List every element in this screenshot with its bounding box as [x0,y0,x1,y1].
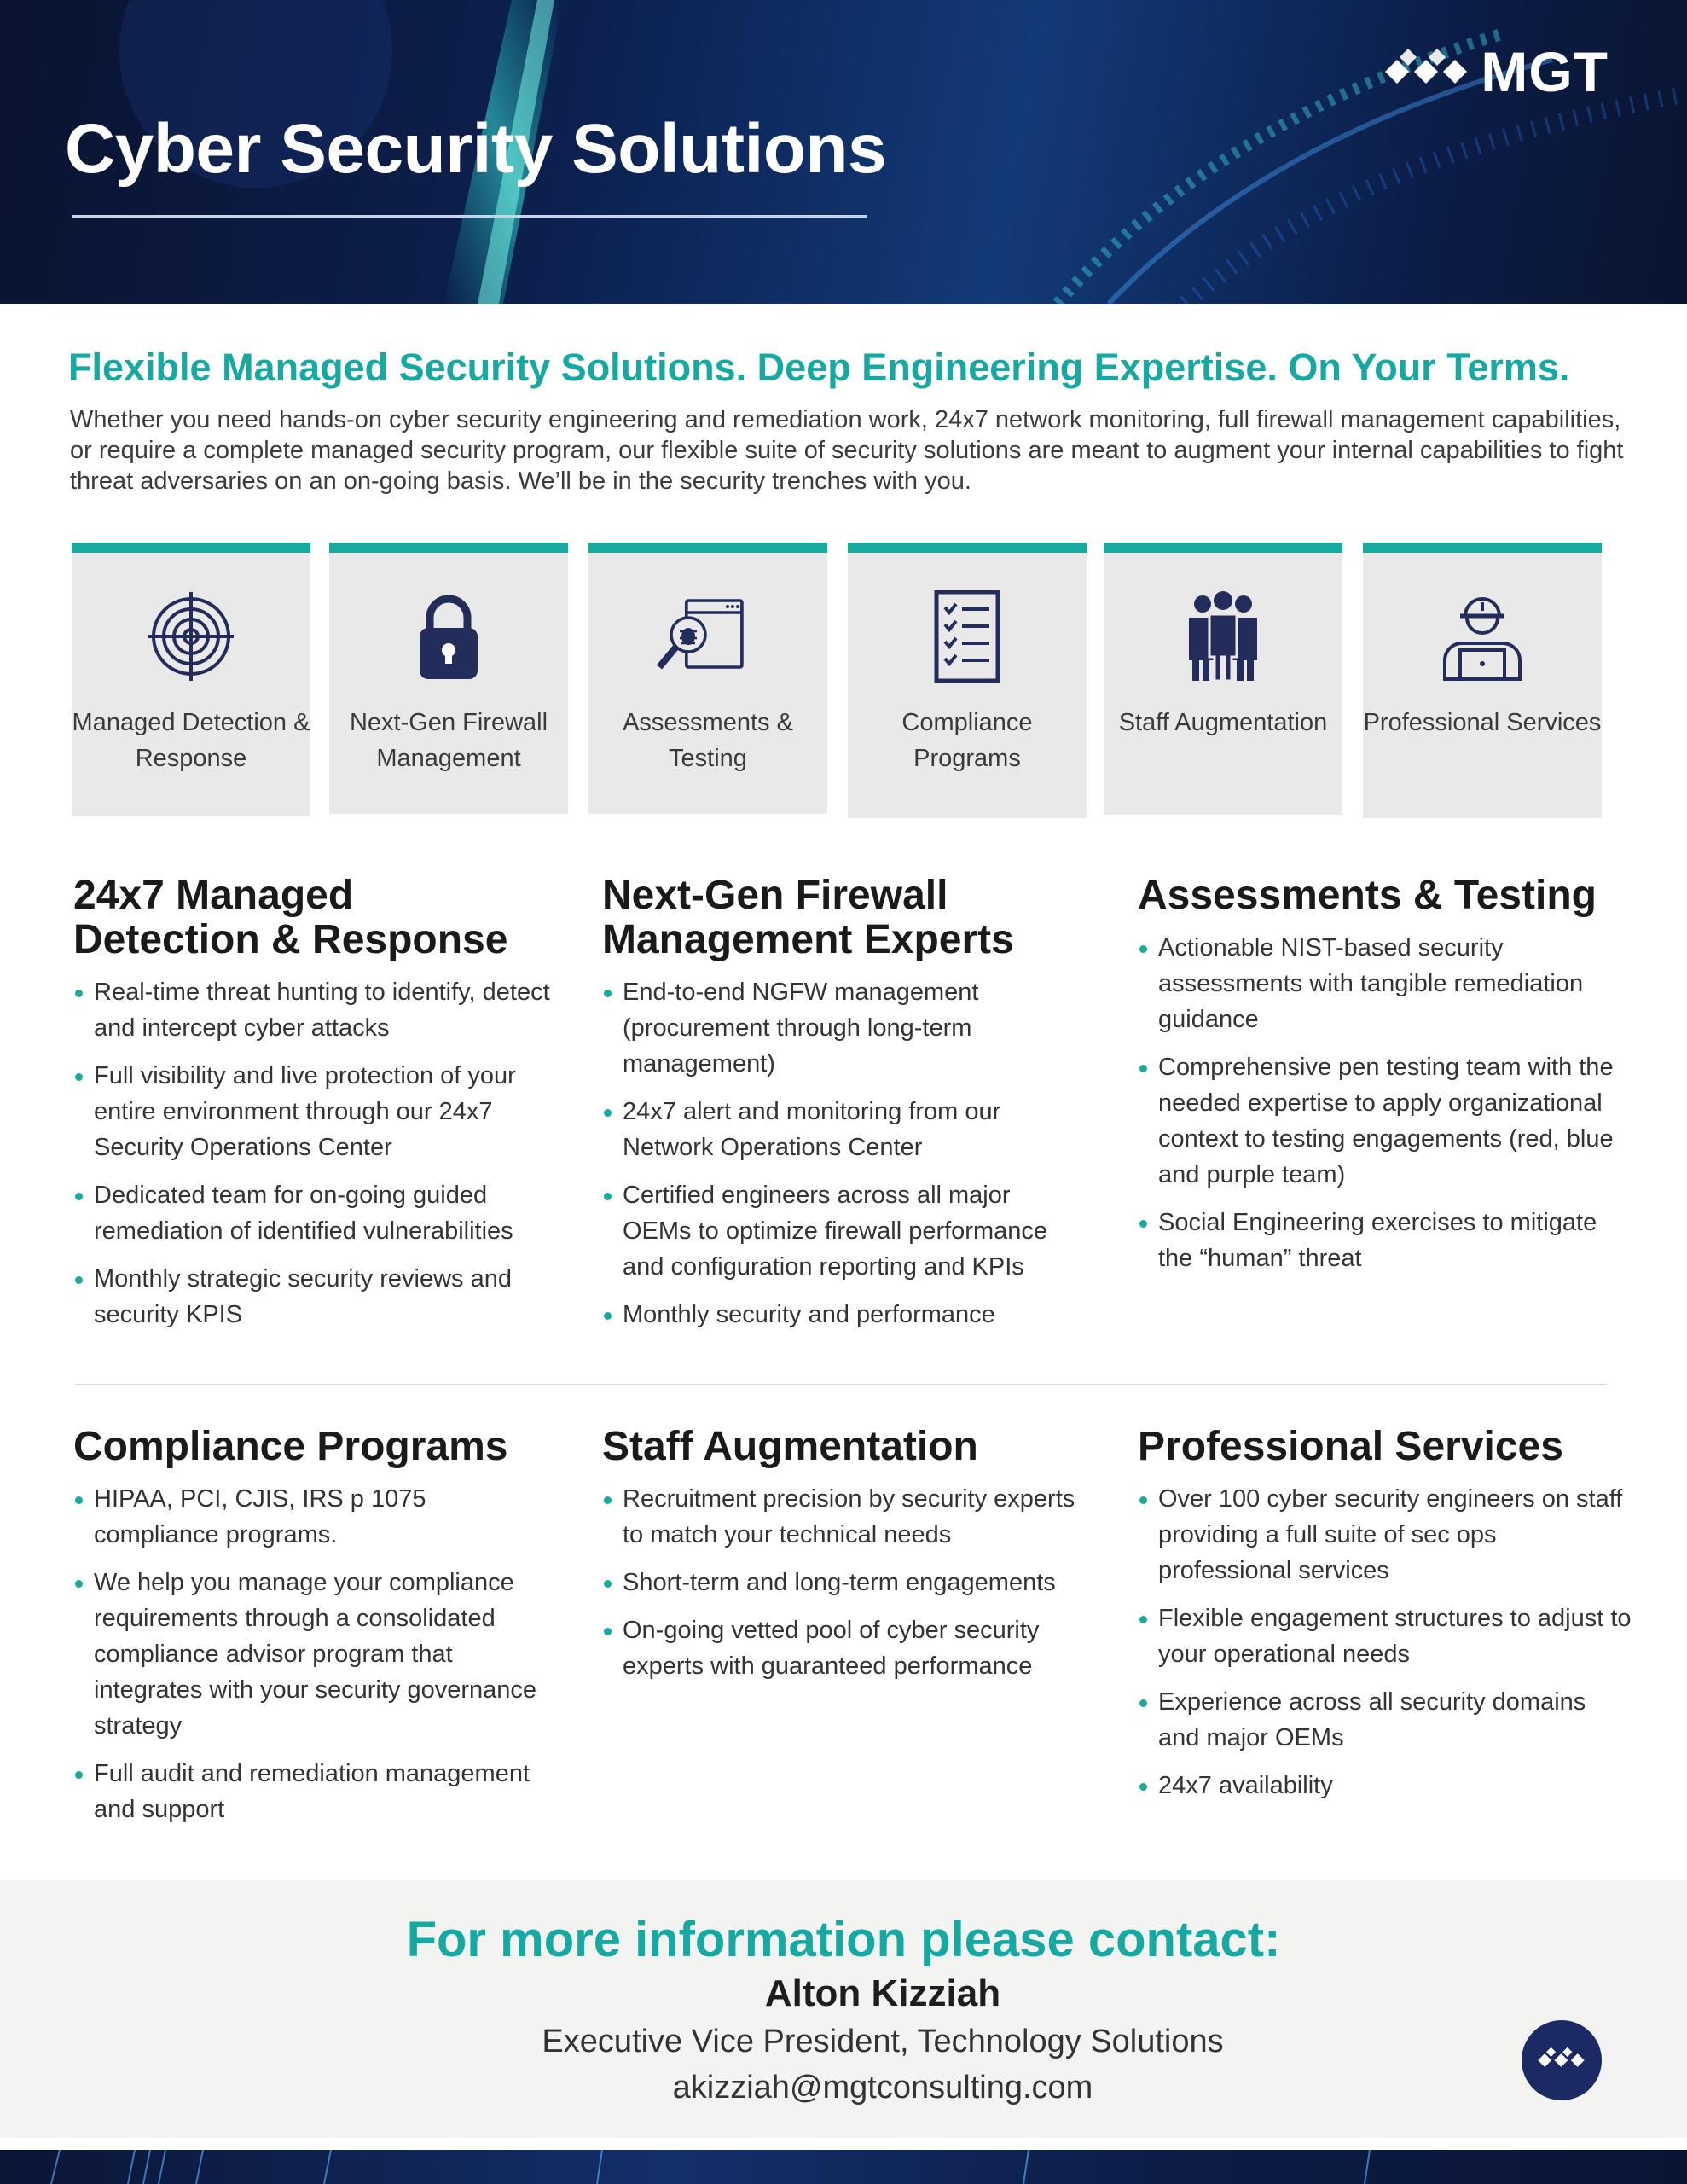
bullet-item: Experience across all security domains and major OEMs [1138,1684,1632,1756]
bullet-item: Comprehensive pen testing team with the needed expertise to apply organizational context to testing engagements (red, blue and purple team) [1138,1049,1632,1193]
footer-strip [0,2150,1687,2184]
section-divider [75,1384,1607,1385]
section-title: Compliance Programs [73,1424,508,1469]
card-label: Managed Detection & Response [72,709,310,772]
bullet-item: Over 100 cyber security engineers on staff providing a full suite of sec ops professional services [1138,1481,1632,1589]
card-professional [1363,543,1602,818]
bullet-item: End-to-end NGFW management (procurement through long-term management) [602,974,1080,1082]
bullet-item: HIPAA, PCI, CJIS, IRS p 1075 compliance programs. [73,1481,551,1553]
section-title: Assessments & Testing [1138,873,1597,918]
bullet-item: Certified engineers across all major OEMs to optimize firewall performance and configuration reporting and KPIs [602,1177,1080,1285]
bullet-item: On-going vetted pool of cyber security experts with guaranteed performance [602,1612,1080,1684]
card-label: Next-Gen Firewall Management [349,709,548,772]
card-firewall [329,543,568,814]
bullet-item: Short-term and long-term engagements [602,1565,1080,1600]
contact-role: Executive Vice President, Technology Solutions [542,2024,1224,2059]
tagline: Flexible Managed Security Solutions. Deep Engineering Expertise. On Your Terms. [68,346,1570,389]
card-staff [1104,543,1342,815]
team-icon [1180,590,1266,682]
contact-panel [0,1880,1687,2138]
service-cards [72,543,1603,824]
header-banner [0,0,1687,304]
bullet-item: Full audit and remediation management and support [73,1756,551,1827]
bullet-item: Full visibility and live protection of your entire environment through our 24x7 Security Operations Center [73,1058,551,1165]
card-label: Staff Augmentation [1118,709,1328,736]
section-title: Staff Augmentation [602,1424,978,1469]
bullet-item: Dedicated team for on-going guided remediation of identified vulnerabilities [73,1177,551,1249]
bullet-item: 24x7 alert and monitoring from our Network Operations Center [602,1094,1080,1165]
bullet-item: Recruitment precision by security experts to match your technical needs [602,1481,1080,1553]
contact-name: Alton Kizziah [764,1972,1001,2014]
section-title: Professional Services [1138,1424,1563,1469]
bullet-item: Social Engineering exercises to mitigate the “human” threat [1138,1205,1632,1276]
bullet-item: 24x7 availability [1138,1768,1632,1804]
section-compliance [73,1425,551,1839]
section-ngfw [602,874,1080,1345]
bullet-item: Actionable NIST-based security assessments with tangible remediation guidance [1138,930,1632,1037]
title-underline [72,215,867,218]
page-title: Cyber Security Solutions [65,110,887,188]
bullet-item: We help you manage your compliance requirements through a consolidated compliance advisor program that integrates with your security governance strategy [73,1565,551,1744]
brand-name: MGT [1481,40,1609,103]
mgt-diamonds-icon [1534,2046,1589,2075]
mgt-badge-logo [1522,2020,1602,2100]
checklist-icon [925,590,1010,682]
section-professional [1138,1425,1632,1815]
padlock-icon [406,590,491,682]
bullet-item: Monthly security and performance [602,1297,1080,1333]
intro-paragraph: Whether you need hands-on cyber security engineering and remediation work, 24x7 network monitoring, full firewall management capabilities, or require a complete managed security program, our flexible suite of security solutions are meant to augment your internal capabilities to fight threat adversaries on an on-going basis. We’ll be in the security trenches with you. [70,406,1624,495]
bug-magnifier-icon [633,590,761,682]
target-icon [148,590,234,682]
section-staff [602,1425,1080,1696]
contact-email[interactable]: akizziah@mgtconsulting.com [672,2070,1093,2106]
bullet-item: Monthly strategic security reviews and security KPIS [73,1261,551,1333]
card-label: Professional Services [1363,709,1602,736]
footer-art [0,2150,1687,2184]
bullet-item: Flexible engagement structures to adjust to your operational needs [1138,1600,1632,1672]
contact-heading: For more information please contact: [406,1912,1281,1967]
card-label: Assessments & Testing [623,709,793,772]
section-mdr [73,874,551,1345]
engineer-laptop-icon [1440,590,1525,682]
section-title: 24x7 Managed Detection & Response [73,873,508,962]
card-compliance [848,543,1087,818]
card-label: Compliance Programs [901,709,1033,772]
mgt-logo [1380,39,1609,104]
card-managed-detection [72,543,310,816]
section-assessments [1138,874,1632,1288]
mgt-diamonds-icon [1380,46,1474,97]
bullet-item: Real-time threat hunting to identify, detect and intercept cyber attacks [73,974,551,1046]
section-title: Next-Gen Firewall Management Experts [602,873,1014,962]
card-assessments [588,543,827,814]
